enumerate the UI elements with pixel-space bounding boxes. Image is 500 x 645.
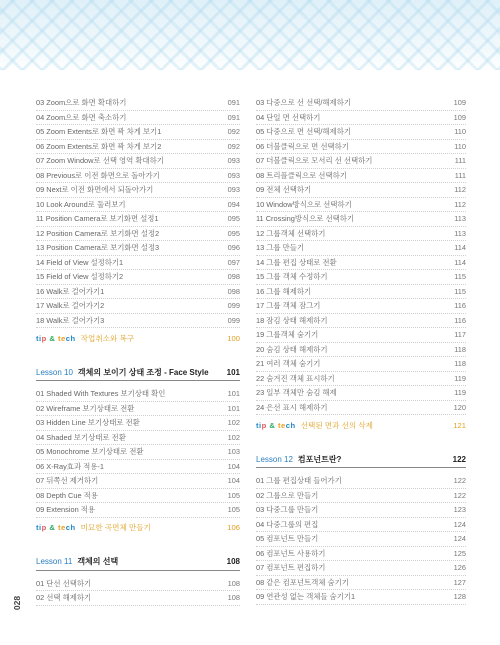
- toc-entry[interactable]: [256, 328, 466, 343]
- toc-entry-label: 07 컴포넌트 편집하기: [256, 563, 326, 573]
- lesson-heading[interactable]: [36, 554, 240, 571]
- page-ref: 113: [454, 228, 466, 238]
- page-ref: 114: [454, 257, 466, 267]
- toc-entry[interactable]: [36, 256, 240, 271]
- toc-entry-label: 03 다중그룹 만들기: [256, 505, 319, 515]
- toc-entry[interactable]: [256, 518, 466, 533]
- page-ref: 095: [227, 228, 240, 238]
- toc-entry-label: 18 Walk로 걸어가기3: [36, 315, 105, 325]
- toc-left-column: [36, 96, 240, 606]
- tip-icon: tip & tech: [36, 523, 76, 532]
- toc-entry-label: 08 같은 컴포넌트객체 숨기기: [256, 577, 349, 587]
- toc-entry-label: 13 그룹 만들기: [256, 243, 305, 253]
- toc-entry-label: 17 그룹 객체 잠그기: [256, 301, 321, 311]
- page-ref: 122: [453, 490, 466, 500]
- page-ref: 120: [453, 402, 466, 412]
- toc-entry[interactable]: [256, 547, 466, 562]
- page-ref: 111: [454, 170, 466, 180]
- toc-entry[interactable]: [256, 183, 466, 198]
- page-ref: 108: [227, 578, 240, 588]
- tip-row[interactable]: [36, 328, 240, 348]
- page-ref: 118: [454, 359, 466, 369]
- page-ref: 112: [454, 199, 466, 209]
- toc-entry-label: 08 Depth Cue 적용: [36, 490, 98, 500]
- toc-entry-label: 12 Position Camera로 보기화면 설정2: [36, 228, 160, 238]
- toc-entry-label: 14 그룹 편집 상태로 전환: [256, 257, 337, 267]
- toc-entry-label: 01 그룹 편집상태 들어가기: [256, 476, 342, 486]
- lesson-title: 컴포넌트란?: [297, 454, 342, 464]
- toc-entry-label: 04 Zoom으로 화면 축소하기: [36, 112, 127, 122]
- toc-entry-label: 10 Look Around로 둘러보기: [36, 199, 126, 209]
- toc-entry-label: 07 더블클릭으로 모서리 선 선택하기: [256, 156, 373, 166]
- toc-entry[interactable]: [36, 577, 240, 592]
- page-ref: 099: [227, 315, 240, 325]
- toc-entry[interactable]: [36, 402, 240, 417]
- toc-entry[interactable]: [36, 96, 240, 111]
- toc-entry[interactable]: [36, 198, 240, 213]
- toc-entry[interactable]: [256, 590, 466, 605]
- page-ref: 109: [453, 112, 466, 122]
- tip-label: 선택된 면과 선의 삭제: [300, 420, 374, 430]
- page-ref: 123: [453, 505, 466, 515]
- toc-entry-label: 02 선택 해제하기: [36, 593, 92, 603]
- toc-entry-label: 03 다중으로 선 선택/해제하기: [256, 98, 351, 108]
- page-ref: 099: [227, 301, 240, 311]
- page-ref: 103: [227, 447, 240, 457]
- toc-entry-label: 06 X-Ray효과 적용-1: [36, 461, 104, 471]
- toc-entry[interactable]: [256, 241, 466, 256]
- page-ref: 110: [454, 141, 466, 151]
- page-ref: 094: [227, 199, 240, 209]
- page-ref: 122: [453, 476, 466, 486]
- toc-entry[interactable]: [256, 386, 466, 401]
- page-ref: 101: [227, 403, 240, 413]
- page-ref: 124: [453, 534, 466, 544]
- page-ref: 113: [454, 214, 466, 224]
- toc-list: [36, 387, 240, 518]
- toc-entry[interactable]: [256, 561, 466, 576]
- toc-list: [36, 96, 240, 328]
- toc-entry-label: 06 Zoom Extents로 화면 꽉 차게 보기2: [36, 141, 162, 151]
- page-number: 028: [12, 595, 23, 611]
- toc-entry[interactable]: [36, 270, 240, 285]
- lesson-page: 122: [452, 454, 466, 464]
- page-ref: 105: [227, 505, 240, 515]
- toc-entry[interactable]: [256, 314, 466, 329]
- toc-entry[interactable]: [256, 227, 466, 242]
- tip-label: 미묘한 곡면체 만들기: [80, 523, 151, 532]
- page-ref: 091: [227, 98, 240, 108]
- toc-entry-label: 09 전체 선택하기: [256, 185, 312, 195]
- toc-entry-label: 05 Zoom Extents로 화면 꽉 차게 보기1: [36, 127, 162, 137]
- toc-entry-label: 06 컴포넌트 사용하기: [256, 548, 326, 558]
- toc-entry-label: 07 뒤쪽선 제거하기: [36, 476, 99, 486]
- page-ref: 109: [453, 98, 466, 108]
- toc-entry-label: 10 Window방식으로 선택하기: [256, 199, 352, 209]
- page-ref: 092: [227, 141, 240, 151]
- toc-entry[interactable]: [256, 111, 466, 126]
- lesson-heading[interactable]: [256, 451, 466, 468]
- page-ref: 114: [454, 243, 466, 253]
- toc-entry[interactable]: [256, 532, 466, 547]
- tip-label: 작업취소와 복구: [80, 333, 135, 343]
- toc-entry[interactable]: [36, 591, 240, 606]
- toc-entry[interactable]: [256, 372, 466, 387]
- toc-entry[interactable]: [36, 474, 240, 489]
- page-ref: 091: [227, 112, 240, 122]
- toc-entry-label: 03 Zoom으로 화면 확대하기: [36, 98, 127, 108]
- page-ref: 119: [454, 373, 466, 383]
- toc-entry-label: 02 그룹으로 만들기: [256, 490, 319, 500]
- toc-entry[interactable]: [256, 212, 466, 227]
- toc-entry[interactable]: [36, 285, 240, 300]
- toc-entry[interactable]: [256, 140, 466, 155]
- toc-entry-label: 16 그룹 해제하기: [256, 286, 312, 296]
- toc-entry-label: 09 Next로 이전 화면에서 되돌아가기: [36, 185, 154, 195]
- toc-entry-label: 19 그룹객체 숨기기: [256, 330, 319, 340]
- toc-entry-label: 07 Zoom Window로 선택 영역 확대하기: [36, 156, 164, 166]
- toc-entry[interactable]: [36, 227, 240, 242]
- page-ref: 115: [454, 286, 466, 296]
- toc-entry-label: 18 잠김 상태 해제하기: [256, 315, 328, 325]
- toc-entry[interactable]: [36, 241, 240, 256]
- toc-entry-label: 05 다중으로 면 선택/해제하기: [256, 127, 351, 137]
- page-ref: 116: [454, 301, 466, 311]
- page-ref: 095: [227, 214, 240, 224]
- page-ref: 093: [227, 185, 240, 195]
- page-ref: 121: [453, 420, 466, 430]
- toc-entry-label: 09 연관성 없는 객체들 숨기기1: [256, 592, 356, 602]
- toc-entry[interactable]: [36, 314, 240, 329]
- page-ref: 126: [453, 563, 466, 573]
- toc-entry-label: 24 은선 표시 해제하기: [256, 402, 328, 412]
- lesson-heading[interactable]: [36, 364, 240, 381]
- toc-entry[interactable]: [256, 489, 466, 504]
- toc-entry[interactable]: [256, 96, 466, 111]
- page-ref: 104: [227, 461, 240, 471]
- tip-row[interactable]: [36, 518, 240, 538]
- toc-entry[interactable]: [36, 387, 240, 402]
- page-ref: 108: [227, 593, 240, 603]
- toc-entry[interactable]: [256, 256, 466, 271]
- lesson-title: 객체의 선택: [77, 557, 119, 566]
- toc-entry-label: 04 단일 면 선택하기: [256, 112, 321, 122]
- page-ref: 127: [453, 577, 466, 587]
- toc-entry-label: 22 숨겨진 객체 표시하기: [256, 373, 335, 383]
- toc-entry[interactable]: [256, 401, 466, 416]
- toc-list: [256, 96, 466, 415]
- page-ref: 110: [454, 127, 466, 137]
- toc-entry[interactable]: [256, 576, 466, 591]
- toc-entry[interactable]: [256, 198, 466, 213]
- page-ref: 102: [227, 418, 240, 428]
- toc-entry[interactable]: [36, 445, 240, 460]
- toc-entry[interactable]: [256, 285, 466, 300]
- page-ref: 100: [227, 333, 240, 343]
- toc-entry[interactable]: [256, 169, 466, 184]
- toc-entry[interactable]: [256, 503, 466, 518]
- toc-entry-label: 08 Previous로 이전 화면으로 돌아가기: [36, 170, 160, 180]
- toc-entry[interactable]: [256, 154, 466, 169]
- toc-entry-label: 05 Monochrome 보기상태로 전환: [36, 447, 144, 457]
- toc-entry[interactable]: [36, 431, 240, 446]
- page-ref: 119: [454, 388, 466, 398]
- toc-entry-label: 15 Field of View 설정하기2: [36, 272, 124, 282]
- page-ref: 102: [227, 432, 240, 442]
- toc-list: [36, 577, 240, 606]
- page-ref: 093: [227, 170, 240, 180]
- header-banner: [0, 0, 500, 70]
- page-ref: 115: [454, 272, 466, 282]
- toc-entry[interactable]: [36, 212, 240, 227]
- toc-entry[interactable]: [36, 299, 240, 314]
- toc-entry-label: 08 트리플클릭으로 선택하기: [256, 170, 347, 180]
- toc-entry[interactable]: [36, 111, 240, 126]
- toc-entry[interactable]: [256, 270, 466, 285]
- toc-entry[interactable]: [256, 474, 466, 489]
- page-ref: 112: [454, 185, 466, 195]
- toc-entry-label: 23 일부 객체만 숨김 해제: [256, 388, 337, 398]
- toc-entry-label: 04 다중그룹의 편집: [256, 519, 319, 529]
- tip-row[interactable]: [256, 415, 466, 435]
- toc-entry-label: 06 더블클릭으로 면 선택하기: [256, 141, 349, 151]
- toc-entry-label: 05 컴포넌트 만들기: [256, 534, 319, 544]
- page-ref: 125: [453, 548, 466, 558]
- page-ref: 105: [227, 490, 240, 500]
- toc-entry[interactable]: [36, 154, 240, 169]
- page-ref: 092: [227, 127, 240, 137]
- toc-entry[interactable]: [36, 169, 240, 184]
- toc-entry[interactable]: [256, 125, 466, 140]
- toc-entry-label: 17 Walk로 걸어가기2: [36, 301, 105, 311]
- page-ref: 101: [227, 389, 240, 399]
- toc-entry[interactable]: [36, 503, 240, 518]
- lesson-title: 객체의 보이기 상태 조정 - Face Style: [77, 367, 209, 377]
- toc-entry-label: 15 그룹 객체 수정하기: [256, 272, 328, 282]
- page-ref: 096: [227, 243, 240, 253]
- toc-entry-label: 13 Position Camera로 보기화면 설정3: [36, 243, 160, 253]
- toc-entry-label: 20 숨김 상태 해제하기: [256, 344, 328, 354]
- toc-entry[interactable]: [36, 416, 240, 431]
- page-ref: 117: [454, 330, 466, 340]
- toc-entry-label: 21 여러 객체 숨기기: [256, 359, 321, 369]
- toc-entry[interactable]: [36, 460, 240, 475]
- page-ref: 116: [454, 315, 466, 325]
- toc-entry-label: 03 Hidden Line 보기상태로 전환: [36, 418, 140, 428]
- toc-entry[interactable]: [36, 140, 240, 155]
- page-ref: 093: [227, 156, 240, 166]
- toc-right-column: [256, 96, 466, 605]
- toc-entry[interactable]: [256, 299, 466, 314]
- toc-entry-label: 11 Position Camera로 보기화면 설정1: [36, 214, 159, 224]
- toc-entry-label: 12 그룹객체 선택하기: [256, 228, 326, 238]
- lesson-number: Lesson 11: [36, 557, 73, 566]
- page-ref: 104: [227, 476, 240, 486]
- toc-entry-label: 01 단선 선택하기: [36, 578, 92, 588]
- toc-entry[interactable]: [36, 489, 240, 504]
- toc-entry-label: 02 Wireframe 보기상태로 전환: [36, 403, 135, 413]
- page-ref: 098: [227, 286, 240, 296]
- page-ref: 111: [454, 156, 466, 166]
- page-ref: 106: [227, 523, 240, 532]
- toc-entry[interactable]: [36, 125, 240, 140]
- lesson-number: Lesson 12: [256, 454, 293, 464]
- toc-entry-label: 04 Shaded 보기상태로 전환: [36, 432, 126, 442]
- toc-entry-label: 11 Crossing방식으로 선택하기: [256, 214, 355, 224]
- lesson-page: 101: [226, 367, 240, 377]
- page-ref: 118: [454, 344, 466, 354]
- tip-icon: tip & tech: [256, 420, 296, 430]
- page-ref: 098: [227, 272, 240, 282]
- page-ref: 128: [453, 592, 466, 602]
- lesson-number: Lesson 10: [36, 367, 73, 377]
- toc-entry-label: 01 Shaded With Textures 보기상태 확인: [36, 389, 166, 399]
- lesson-page: 108: [226, 557, 240, 566]
- toc-entry-label: 09 Extension 적용: [36, 505, 96, 515]
- toc-entry[interactable]: [36, 183, 240, 198]
- toc-entry-label: 14 Field of View 설정하기1: [36, 257, 124, 267]
- toc-list: [256, 474, 466, 605]
- page-ref: 124: [453, 519, 466, 529]
- toc-entry[interactable]: [256, 343, 466, 358]
- toc-entry[interactable]: [256, 357, 466, 372]
- toc-entry-label: 16 Walk로 걸어가기1: [36, 286, 105, 296]
- page-ref: 097: [227, 257, 240, 267]
- tip-icon: tip & tech: [36, 333, 76, 343]
